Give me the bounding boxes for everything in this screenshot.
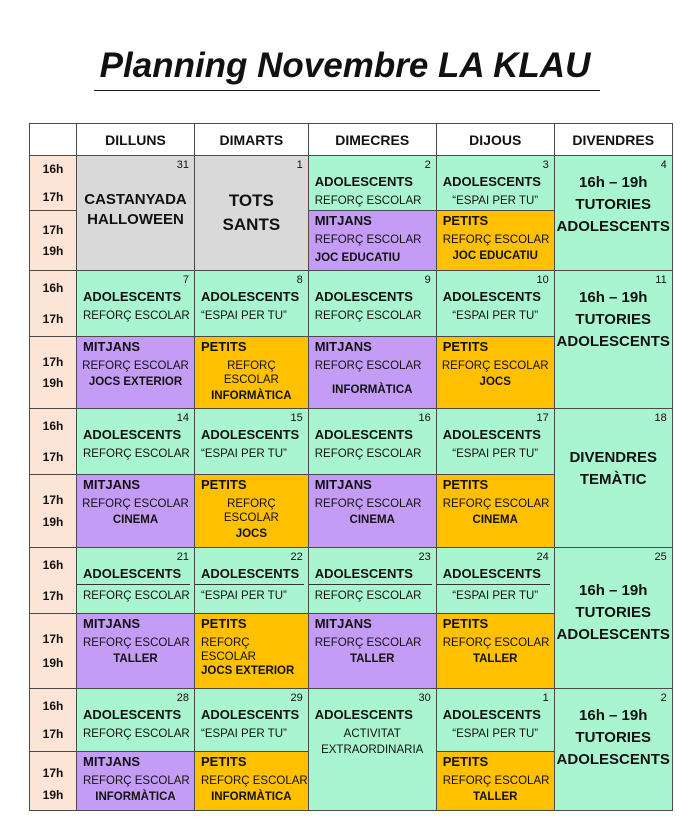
group-label: ADOLESCENTS: [83, 707, 182, 722]
group-label: ADOLESCENTS: [195, 548, 304, 585]
activity-label: REFORÇ ESCOLAR: [314, 195, 422, 207]
day-cell: [308, 548, 436, 614]
event-title: TUTORIES: [575, 196, 651, 213]
group-label: ADOLESCENTS: [442, 427, 541, 442]
day-cell: [308, 409, 436, 475]
event-title: TUTORIES: [575, 604, 651, 621]
group-label: PETITS: [201, 339, 247, 354]
group-label: MITJANS: [83, 616, 141, 631]
day-number: 18: [654, 412, 667, 424]
day-cell: [77, 156, 195, 271]
schedule-table: [29, 123, 673, 811]
day-cell: [436, 337, 554, 409]
activity-label: REFORÇ ESCOLAR: [83, 775, 190, 787]
event-title: ADOLESCENTS: [556, 333, 670, 350]
group-label: MITJANS: [83, 477, 141, 492]
time-slot: 17h 19h: [30, 614, 77, 689]
day-number: 1: [542, 692, 549, 704]
activity-label: REFORÇ ESCOLAR: [314, 310, 422, 322]
activity-label: REFORÇ ESCOLAR: [442, 234, 550, 246]
group-label: ADOLESCENTS: [201, 427, 300, 442]
group-label: ADOLESCENTS: [314, 174, 413, 189]
time-slot: 17h 19h: [30, 211, 77, 271]
activity-label: ESCOLAR: [223, 512, 279, 524]
activity-label: REFORÇ ESCOLAR: [83, 310, 190, 322]
day-cell: [308, 614, 436, 689]
day-number: 14: [176, 412, 189, 424]
group-label: ADOLESCENTS: [442, 707, 541, 722]
day-number: 1: [296, 159, 303, 171]
time-slot: 17h 19h: [30, 337, 77, 409]
group-label: MITJANS: [314, 477, 372, 492]
event-title: ADOLESCENTS: [556, 218, 670, 235]
activity-label: INFORMÀTICA: [211, 791, 292, 803]
activity-label: REFORÇ ESCOLAR: [83, 637, 190, 649]
day-cell: [308, 337, 436, 409]
day-cell: [554, 689, 672, 811]
day-cell: [77, 689, 195, 752]
event-time: 16h – 19h: [579, 289, 648, 306]
day-cell: [77, 548, 195, 614]
activity-label: EXTRAORDINARIA: [321, 744, 424, 756]
day-cell: [195, 475, 309, 548]
day-cell: [436, 548, 554, 614]
day-cell: [77, 409, 195, 475]
group-label: ADOLESCENTS: [201, 707, 300, 722]
day-number: 31: [176, 159, 189, 171]
day-cell: [308, 156, 436, 211]
activity-label: JOCS EXTERIOR: [201, 665, 295, 677]
event-title: DIVENDRES: [569, 449, 657, 466]
activity-label: REFORÇ ESCOLAR: [82, 360, 189, 372]
day-number: 29: [290, 692, 303, 704]
activity-label: JOCS: [235, 528, 268, 540]
event-title: ADOLESCENTS: [556, 751, 670, 768]
header-friday: DIVENDRES: [554, 124, 672, 156]
group-label: PETITS: [442, 213, 489, 228]
day-number: 17: [536, 412, 549, 424]
day-number: 7: [182, 274, 189, 286]
activity-label: REFORÇ ESCOLAR: [314, 637, 422, 649]
activity-label: JOC EDUCATIU: [314, 252, 401, 264]
activity-label: TALLER: [472, 653, 518, 665]
group-label: MITJANS: [314, 616, 372, 631]
time-slot: 17h 19h: [30, 475, 77, 548]
day-number: 15: [290, 412, 303, 424]
day-cell: [77, 337, 195, 409]
activity-label: REFORÇ ESCOLAR: [442, 498, 550, 510]
activity-label: INFORMÀTICA: [211, 390, 292, 402]
activity-label: TALLER: [472, 791, 518, 803]
event-title: CASTANYADA: [84, 191, 187, 208]
day-cell: [195, 548, 309, 614]
group-label: MITJANS: [314, 339, 372, 354]
event-time: 16h – 19h: [579, 582, 648, 599]
group-label: ADOLESCENTS: [437, 548, 550, 585]
event-title: HALLOWEEN: [87, 211, 184, 228]
day-cell: [436, 475, 554, 548]
day-cell: [195, 409, 309, 475]
activity-label: “ESPAI PER TU”: [452, 310, 539, 322]
day-number: 28: [176, 692, 189, 704]
group-label: ADOLESCENTS: [314, 707, 413, 722]
group-label: PETITS: [442, 339, 489, 354]
activity-label: “ESPAI PER TU”: [201, 590, 287, 602]
day-number: 23: [418, 551, 431, 563]
event-title: TEMÀTIC: [579, 471, 647, 488]
group-label: MITJANS: [83, 754, 141, 769]
group-label: PETITS: [442, 477, 489, 492]
header-thursday: DIJOUS: [436, 124, 554, 156]
header-blank: [30, 124, 77, 156]
week4-top: [30, 548, 673, 614]
day-cell: [554, 156, 672, 271]
time-slot: 16h 17h: [30, 548, 77, 614]
activity-label: ACTIVITAT: [343, 728, 401, 740]
activity-label: REFORÇ ESCOLAR: [314, 590, 422, 602]
activity-label: JOC EDUCATIU: [452, 250, 538, 262]
event-title: SANTS: [222, 215, 281, 234]
week3-top: [30, 409, 673, 475]
day-cell: [77, 475, 195, 548]
day-number: 2: [424, 159, 431, 171]
day-cell: [436, 752, 554, 811]
day-cell: [436, 409, 554, 475]
activity-label: “ESPAI PER TU”: [201, 448, 287, 460]
event-time: 16h – 19h: [579, 707, 648, 724]
group-label: ADOLESCENTS: [83, 289, 182, 304]
day-number: 22: [290, 551, 303, 563]
day-cell: [436, 211, 554, 271]
activity-label: INFORMÀTICA: [331, 384, 413, 396]
event-title: TOTS: [228, 191, 274, 210]
activity-label: REFORÇ ESCOLAR: [441, 360, 549, 372]
group-label: PETITS: [442, 616, 489, 631]
day-number: 8: [296, 274, 303, 286]
group-label: ADOLESCENTS: [77, 548, 190, 585]
day-cell: [308, 475, 436, 548]
day-number: 21: [176, 551, 189, 563]
group-label: ADOLESCENTS: [442, 289, 541, 304]
day-number: 25: [654, 551, 667, 563]
group-label: ADOLESCENTS: [314, 289, 413, 304]
day-cell: [436, 271, 554, 337]
activity-label: CINEMA: [112, 514, 159, 526]
activity-label: REFORÇ ESCOLAR: [83, 590, 190, 602]
day-cell: [554, 409, 672, 548]
day-cell: [308, 271, 436, 337]
activity-label: CINEMA: [349, 514, 395, 526]
time-slot: 16h 17h: [30, 271, 77, 337]
header-wednesday: DIMECRES: [308, 124, 436, 156]
group-label: PETITS: [201, 616, 247, 631]
activity-label: “ESPAI PER TU”: [452, 590, 539, 602]
day-cell: [436, 614, 554, 689]
day-cell: [77, 614, 195, 689]
activity-label: CINEMA: [472, 514, 518, 526]
page-title: Planning Novembre LA KLAU: [99, 46, 591, 85]
event-time: 16h – 19h: [579, 174, 648, 191]
day-cell: [195, 337, 309, 409]
day-cell: [554, 271, 672, 409]
activity-label: “ESPAI PER TU”: [452, 728, 539, 740]
event-title: TUTORIES: [575, 311, 651, 328]
header-tuesday: DIMARTS: [195, 124, 309, 156]
group-label: PETITS: [201, 477, 247, 492]
activity-label: “ESPAI PER TU”: [201, 728, 287, 740]
header-row: [30, 124, 673, 156]
event-title: TUTORIES: [575, 729, 651, 746]
time-slot: 17h 19h: [30, 752, 77, 811]
activity-label: “ESPAI PER TU”: [452, 195, 539, 207]
day-number: 2: [660, 692, 667, 704]
day-cell: [195, 156, 309, 271]
activity-label: REFORÇ ESCOLAR: [83, 448, 190, 460]
event-title: ADOLESCENTS: [556, 626, 670, 643]
day-number: 11: [655, 274, 667, 286]
time-slot: 16h 17h: [30, 689, 77, 752]
day-cell: [77, 271, 195, 337]
activity-label: REFORÇ ESCOLAR: [82, 498, 189, 510]
activity-label: ESCOLAR: [201, 651, 256, 663]
day-number: 10: [536, 274, 549, 286]
group-label: ADOLESCENTS: [309, 548, 432, 585]
day-cell: [195, 689, 309, 752]
day-cell: [308, 211, 436, 271]
activity-label: REFORÇ: [201, 637, 250, 649]
activity-label: INFORMÀTICA: [95, 791, 176, 803]
day-cell: [195, 752, 309, 811]
activity-label: REFORÇ ESCOLAR: [314, 234, 422, 246]
title-underline: [94, 90, 600, 91]
group-label: ADOLESCENTS: [314, 427, 413, 442]
group-label: ADOLESCENTS: [201, 289, 300, 304]
time-slot: 16h 17h: [30, 156, 77, 211]
day-number: 16: [418, 412, 431, 424]
activity-label: JOCS: [479, 376, 511, 388]
group-label: ADOLESCENTS: [83, 427, 182, 442]
day-number: 24: [536, 551, 549, 563]
day-cell: [308, 689, 436, 811]
day-cell: [436, 156, 554, 211]
group-label: MITJANS: [83, 339, 141, 354]
activity-label: REFORÇ: [227, 360, 276, 372]
day-cell: [436, 689, 554, 752]
day-cell: [77, 752, 195, 811]
activity-label: REFORÇ ESCOLAR: [201, 775, 308, 787]
activity-label: JOCS EXTERIOR: [88, 376, 183, 388]
activity-label: REFORÇ ESCOLAR: [314, 360, 422, 372]
activity-label: TALLER: [349, 653, 395, 665]
activity-label: REFORÇ ESCOLAR: [83, 728, 190, 740]
day-number: 9: [424, 274, 431, 286]
group-label: MITJANS: [314, 213, 372, 228]
day-number: 3: [542, 159, 549, 171]
day-number: 30: [418, 692, 431, 704]
activity-label: “ESPAI PER TU”: [201, 310, 287, 322]
group-label: ADOLESCENTS: [442, 174, 541, 189]
activity-label: “ESPAI PER TU”: [452, 448, 539, 460]
activity-label: REFORÇ ESCOLAR: [314, 448, 422, 460]
activity-label: REFORÇ: [227, 498, 276, 510]
activity-label: REFORÇ ESCOLAR: [314, 498, 422, 510]
day-cell: [554, 548, 672, 689]
time-slot: 16h 17h: [30, 409, 77, 475]
day-cell: [195, 271, 309, 337]
header-monday: DILLUNS: [77, 124, 195, 156]
group-label: PETITS: [201, 754, 247, 769]
day-number: 4: [660, 159, 667, 171]
activity-label: TALLER: [113, 653, 158, 665]
week2-top: [30, 271, 673, 337]
activity-label: REFORÇ ESCOLAR: [442, 775, 550, 787]
day-cell: [195, 614, 309, 689]
group-label: PETITS: [442, 754, 489, 769]
week5-top: [30, 689, 673, 752]
activity-label: REFORÇ ESCOLAR: [442, 637, 550, 649]
week1-top: [30, 156, 673, 211]
activity-label: ESCOLAR: [223, 374, 279, 386]
